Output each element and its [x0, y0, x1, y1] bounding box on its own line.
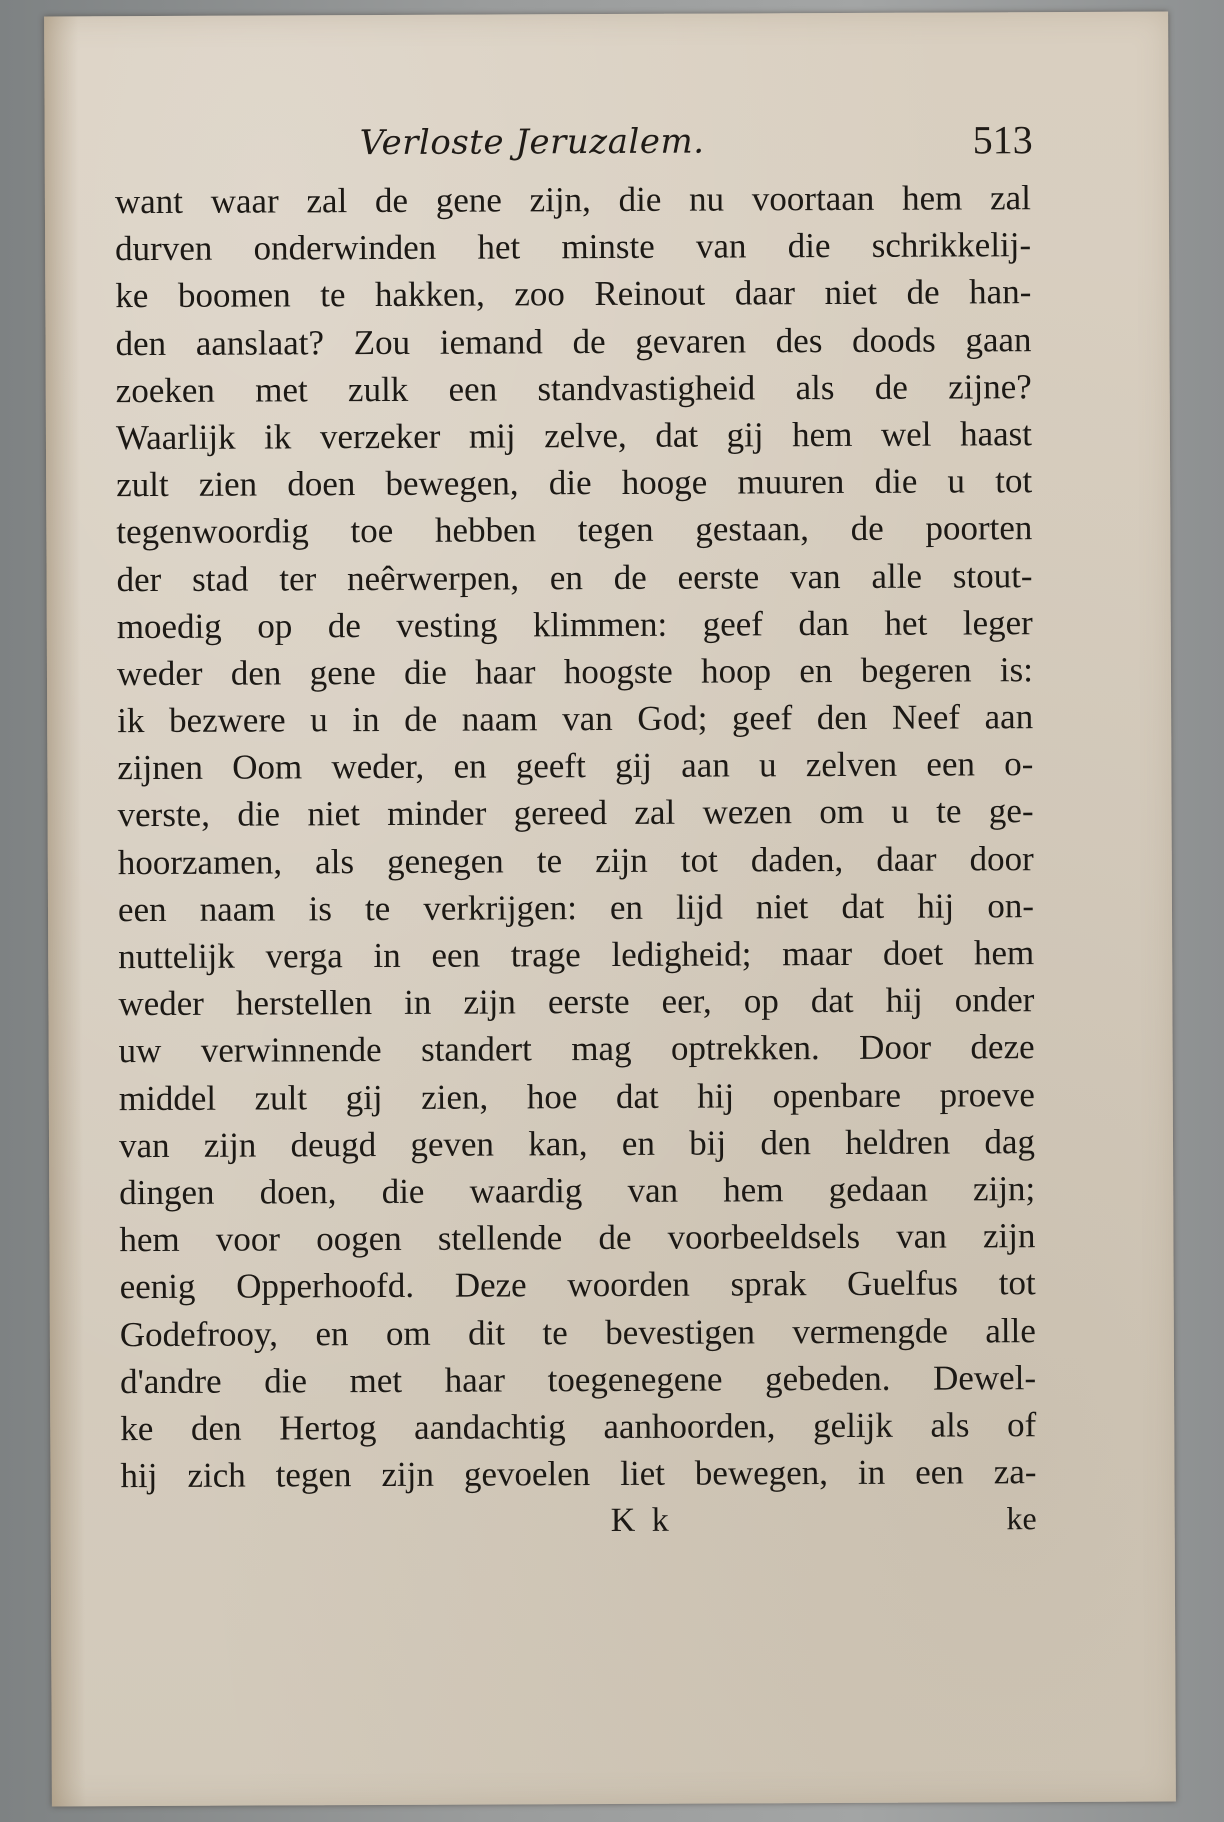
- text-line: een naam is te verkrijgen: en lijd niet dat hij on-: [117, 885, 1035, 929]
- text-line: uw verwinnende standert mag optrekken. Door deze: [118, 1027, 1035, 1071]
- text-line: den aanslaat? Zou iemand de gevaren des doods gaan: [115, 319, 1032, 363]
- text-line: want waar zal de gene zijn, die nu voortaan hem zal: [114, 178, 1031, 222]
- page-footer: [51, 1500, 1175, 1555]
- text-line: nuttelijk verga in een trage ledigheid; maar doet hem: [118, 933, 1035, 977]
- text-line: moedig op de vesting klimmen: geef dan het leger: [116, 602, 1033, 646]
- text-line: Godefrooy, en om dit te bevestigen vermengde alle: [119, 1310, 1036, 1354]
- text-line: ke den Hertog aandachtig aanhoorden, gelijk als of: [120, 1405, 1037, 1449]
- text-line: ik bezwere u in de naam van God; geef den Neef aan: [117, 697, 1034, 741]
- text-line: weder den gene die haar hoogste hoop en begeren is:: [116, 650, 1034, 694]
- text-line: eenig Opperhoofd. Deze woorden sprak Guelfus tot: [119, 1263, 1036, 1307]
- catchword: ke: [1006, 1500, 1037, 1537]
- text-line: zijnen Oom weder, en geeft gij aan u zelven een o-: [117, 744, 1034, 788]
- text-line: weder herstellen in zijn eerste eer, op dat hij onder: [118, 980, 1035, 1024]
- text-line: zult zien doen bewegen, die hooge muuren die u tot: [116, 461, 1033, 505]
- text-line: Waarlijk ik verzeker mij zelve, dat gij hem wel haast: [115, 414, 1033, 458]
- text-line: hij zich tegen zijn gevoelen liet bewegen, in een za-: [120, 1452, 1037, 1496]
- book-page: [44, 12, 1176, 1807]
- text-line: van zijn deugd geven kan, en bij den heldren dag: [118, 1121, 1036, 1165]
- text-line: tegenwoordig toe hebben tegen gestaan, de poorten: [116, 508, 1033, 552]
- text-line: hem voor oogen stellende de voorbeeldsels van zijn: [119, 1216, 1036, 1260]
- text-line: der stad ter neêrwerpen, en de eerste van alle stout-: [116, 555, 1033, 599]
- text-line: hoorzamen, als genegen te zijn tot daden, daar door: [117, 838, 1034, 882]
- text-line: zoeken met zulk een standvastigheid als de zijne?: [115, 366, 1032, 410]
- text-line: ke boomen te hakken, zoo Reinout daar niet de han-: [115, 272, 1032, 316]
- text-line: dingen doen, die waardig van hem gedaan zijn;: [119, 1169, 1036, 1213]
- text-line: d'andre die met haar toegenegene gebeden. Dewel-: [119, 1357, 1037, 1401]
- signature-mark: K k: [610, 1501, 673, 1540]
- page-number: 513: [972, 117, 1033, 163]
- text-line: durven onderwinden het minste van die schrikkelij-: [115, 225, 1032, 269]
- body-text: [115, 174, 1037, 1499]
- page-header: [45, 117, 1169, 175]
- running-title: Verloste Jeruzalem.: [359, 121, 705, 164]
- text-line: middel zult gij zien, hoe dat hij openbare proeve: [118, 1074, 1035, 1118]
- text-line: verste, die niet minder gereed zal wezen om u te ge-: [117, 791, 1034, 835]
